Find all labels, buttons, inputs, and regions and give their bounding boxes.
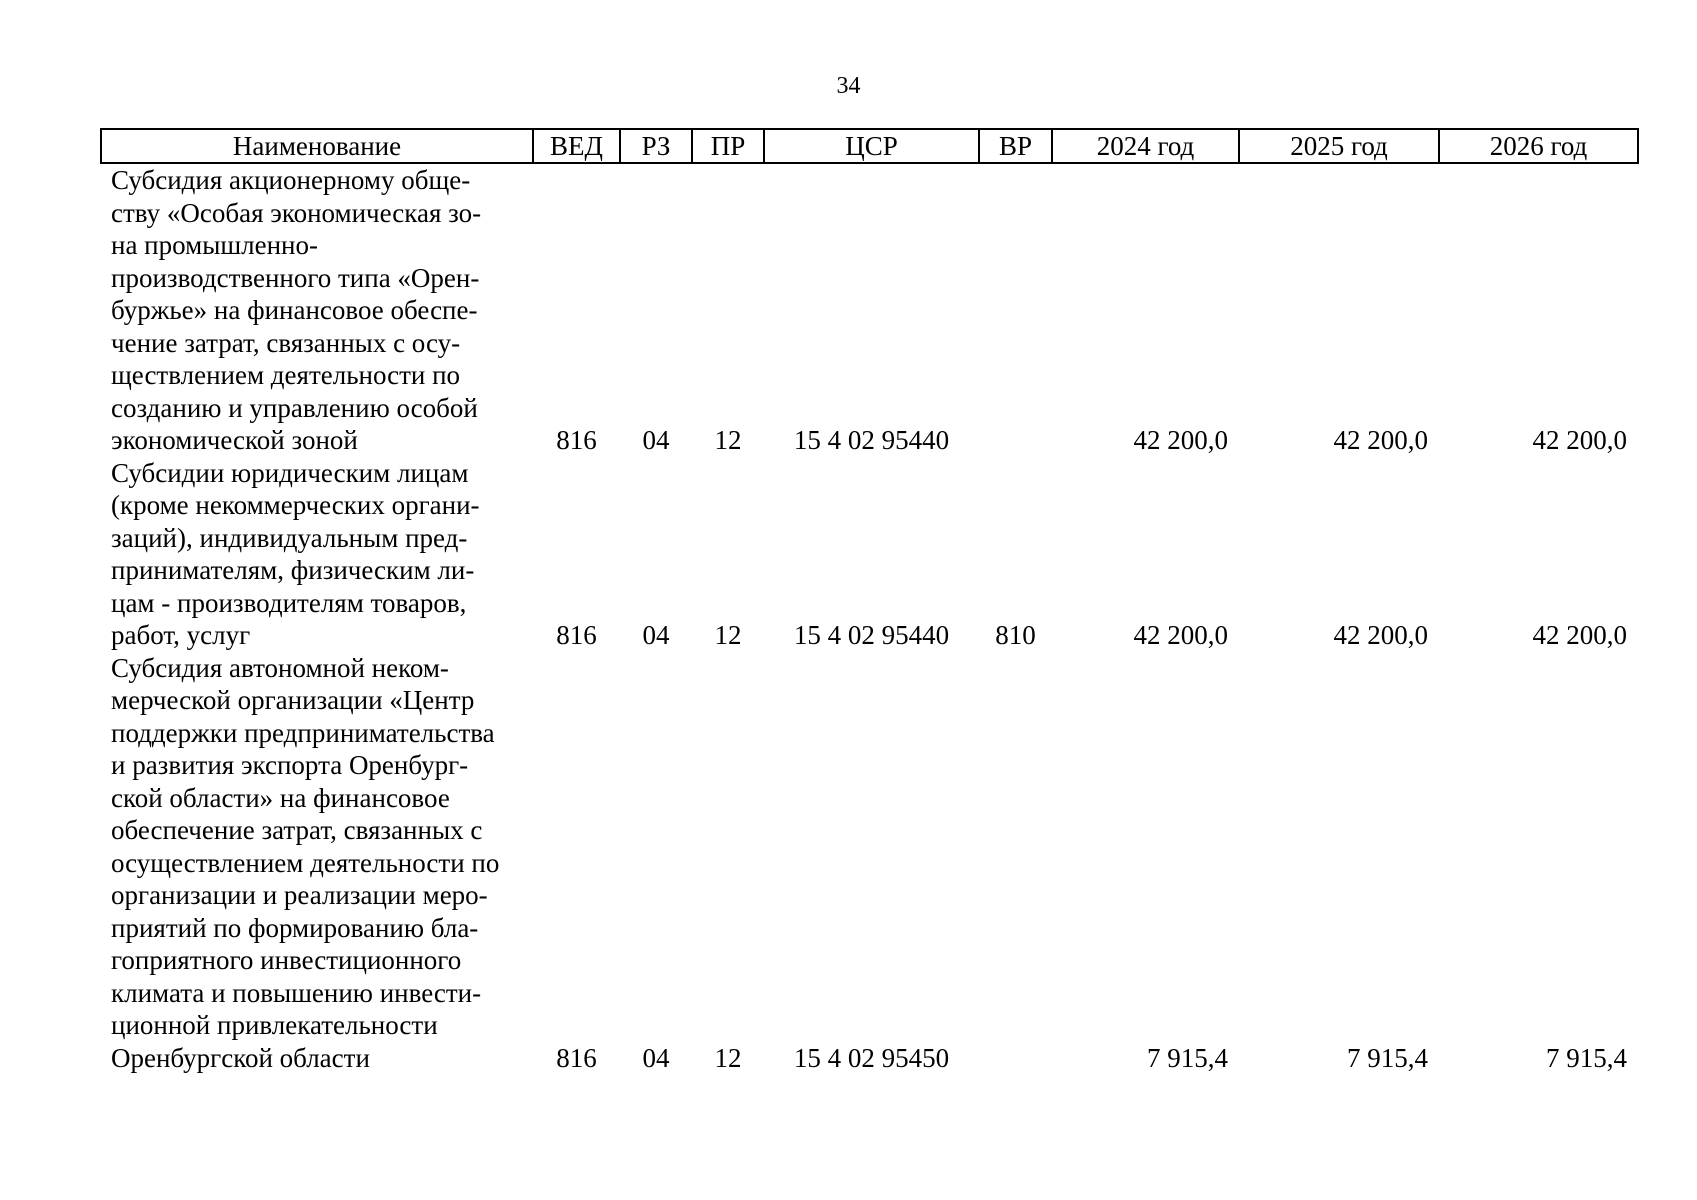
cell-2025: 7 915,4 (1347, 1042, 1428, 1073)
name-line: Оренбургской области (111, 1042, 370, 1073)
table-header-row (101, 129, 1638, 163)
name-line: климата и повышению инвести- (111, 977, 482, 1008)
cell-2025: 42 200,0 (1333, 425, 1428, 455)
cell-rz: 04 (642, 425, 670, 455)
cell-2024: 42 200,0 (1133, 425, 1228, 455)
name-line: обеспечение затрат, связанных с (111, 815, 483, 845)
name-line: чение затрат, связанных с осу- (111, 327, 461, 358)
budget-table (100, 128, 1639, 1074)
name-line: осуществлением деятельности по (111, 847, 500, 878)
name-line: экономической зоной (111, 425, 358, 455)
name-line: Субсидия акционерному обще- (111, 165, 471, 195)
name-line: производственного типа «Орен- (111, 262, 480, 293)
row-name (101, 652, 533, 1075)
cell-2026: 42 200,0 (1532, 620, 1627, 650)
cell-pr: 12 (714, 620, 742, 650)
cell-pr: 12 (714, 425, 742, 455)
header-2025: 2025 год (1239, 129, 1439, 163)
cell-ved: 816 (556, 425, 597, 455)
name-line: поддержки предпринимательства (111, 717, 495, 748)
header-ved: ВЕД (533, 129, 620, 163)
cell-2026: 42 200,0 (1532, 425, 1627, 455)
name-line: ской области» на финансовое (111, 782, 450, 813)
name-line: (кроме некоммерческих органи- (111, 490, 480, 520)
table-row (101, 457, 1638, 652)
cell-ved: 816 (556, 620, 597, 650)
row-name (101, 163, 533, 457)
name-line: гоприятного инвестиционного (111, 945, 462, 975)
header-vr: ВР (979, 129, 1052, 163)
name-line: и развития экспорта Оренбург- (111, 750, 469, 780)
cell-ved: 816 (556, 1042, 597, 1073)
header-pr: ПР (692, 129, 764, 163)
name-line: приятий по формированию бла- (111, 912, 479, 943)
cell-2026: 7 915,4 (1546, 1042, 1627, 1073)
name-line: созданию и управлению особой (111, 392, 478, 423)
header-2026: 2026 год (1439, 129, 1638, 163)
name-line: ционной привлекательности (111, 1010, 438, 1040)
table-row (101, 652, 1638, 1075)
name-line: работ, услуг (111, 620, 251, 650)
cell-vr (979, 652, 1052, 1075)
cell-rz: 04 (642, 620, 670, 650)
name-line: ству «Особая экономическая зо- (111, 197, 482, 228)
name-line: буржье» на финансовое обеспе- (111, 295, 478, 325)
cell-vr: 810 (995, 620, 1036, 650)
name-line: на промышленно- (111, 230, 318, 260)
cell-pr: 12 (714, 1042, 742, 1073)
row-name (101, 457, 533, 652)
cell-csr: 15 4 02 95440 (793, 620, 950, 650)
cell-csr: 15 4 02 95440 (793, 425, 950, 455)
header-2024: 2024 год (1052, 129, 1239, 163)
header-name: Наименование (101, 129, 533, 163)
cell-2025: 42 200,0 (1333, 620, 1428, 650)
name-line: Субсидия автономной неком- (111, 652, 449, 683)
name-line: Субсидии юридическим лицам (111, 457, 469, 488)
name-line: заций), индивидуальным пред- (111, 522, 468, 553)
cell-rz: 04 (642, 1042, 670, 1073)
cell-vr (979, 163, 1052, 457)
header-csr: ЦСР (764, 129, 979, 163)
name-line: ществлением деятельности по (111, 360, 461, 390)
name-line: организации и реализации меро- (111, 880, 488, 910)
name-line: мерческой организации «Центр (111, 685, 475, 715)
table-row (101, 163, 1638, 457)
cell-2024: 7 915,4 (1147, 1042, 1228, 1073)
cell-csr: 15 4 02 95450 (793, 1042, 950, 1073)
cell-2024: 42 200,0 (1133, 620, 1228, 650)
name-line: принимателям, физическим ли- (111, 555, 475, 585)
name-line: цам - производителям товаров, (111, 587, 467, 618)
header-rz: РЗ (620, 129, 692, 163)
page-number: 34 (836, 73, 861, 99)
